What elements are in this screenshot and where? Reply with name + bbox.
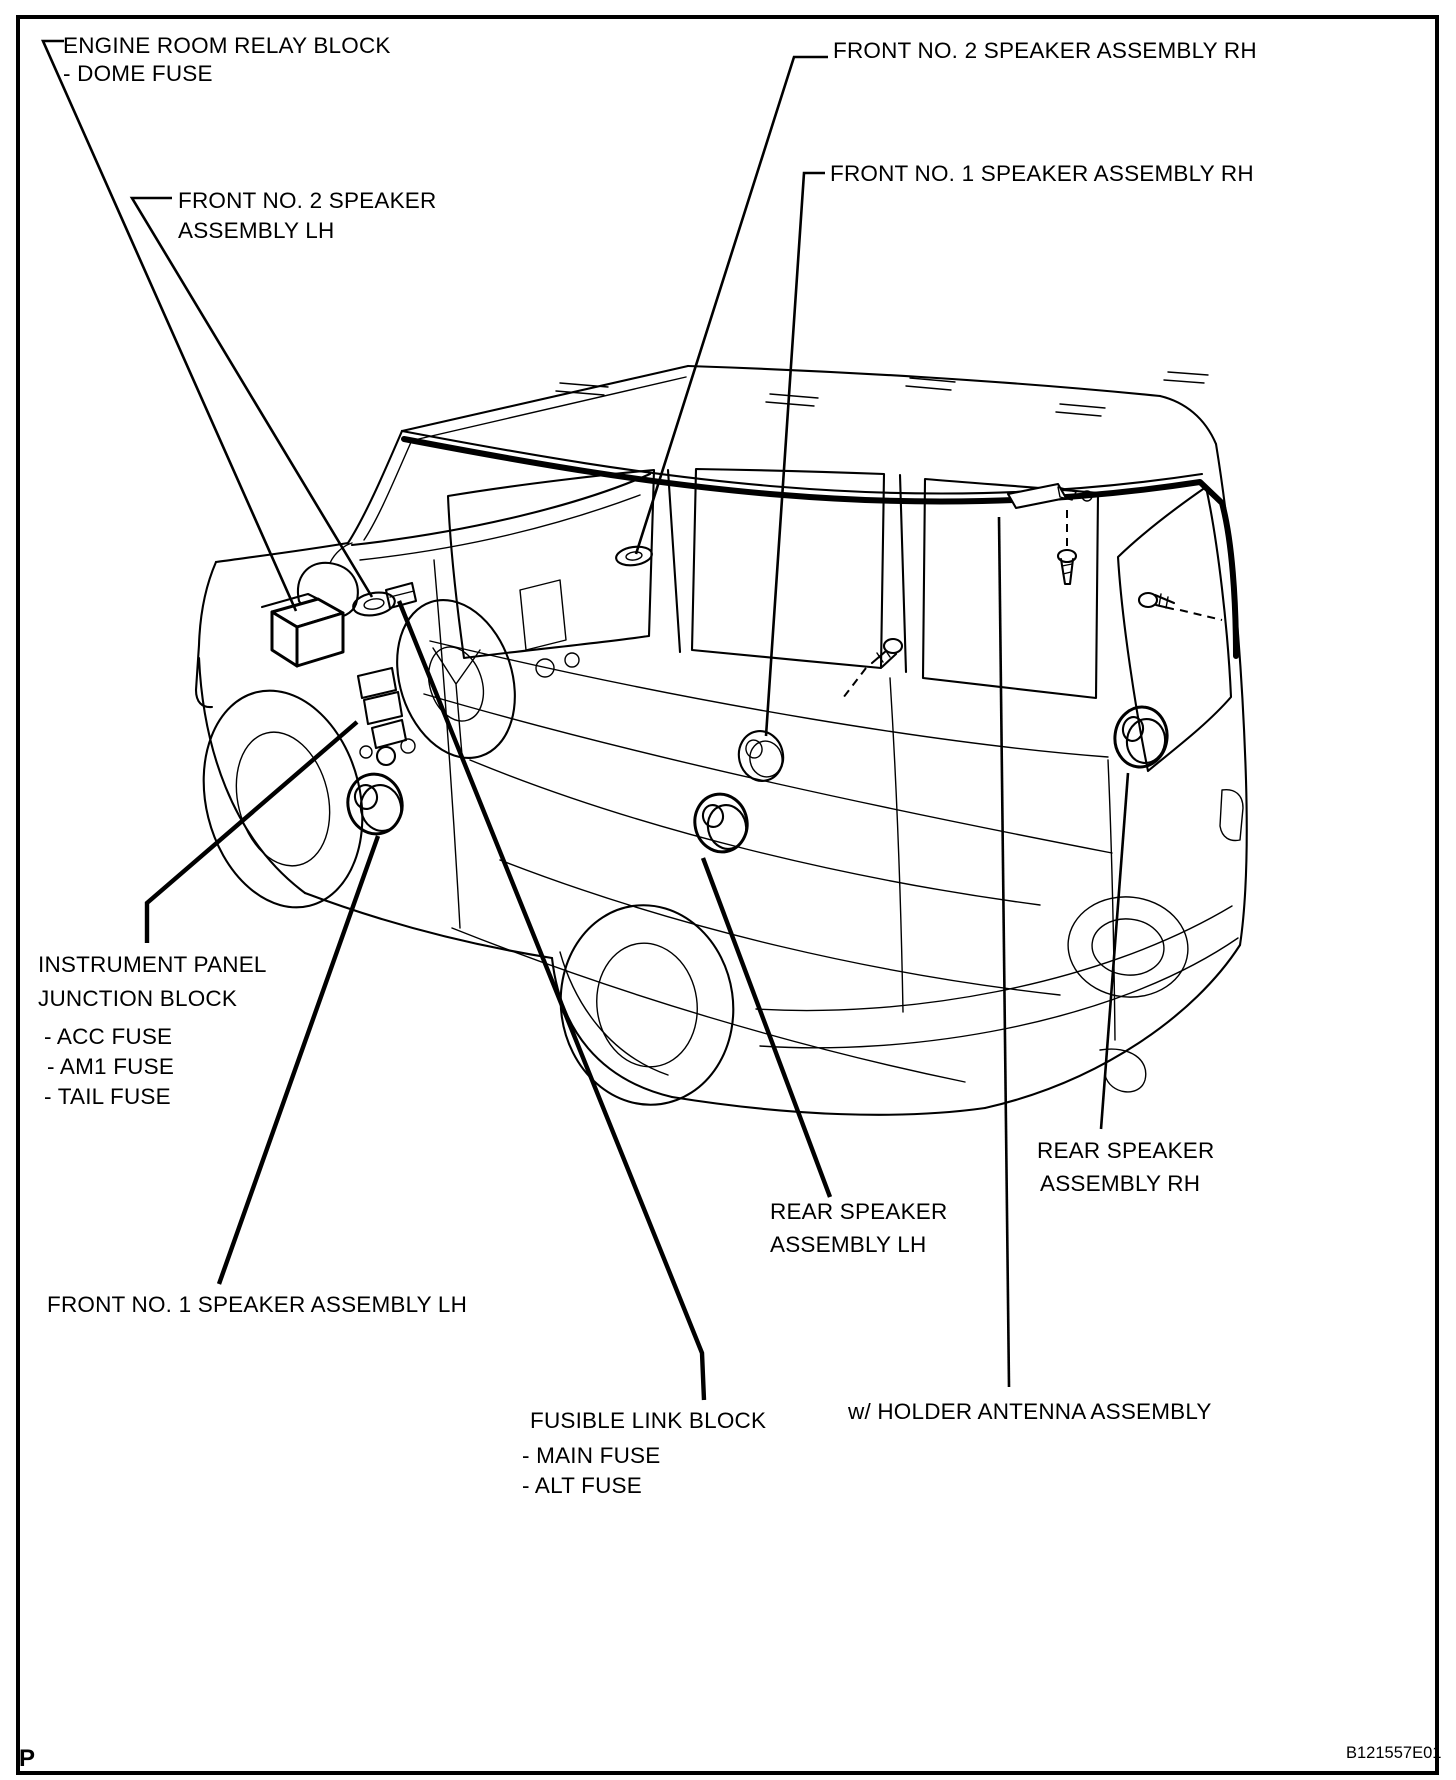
callout-line: FUSIBLE LINK BLOCK xyxy=(530,1408,767,1433)
figure-code: B121557E01 xyxy=(1346,1744,1442,1762)
callout-line: JUNCTION BLOCK xyxy=(38,986,238,1011)
callout-line: w/ HOLDER ANTENNA ASSEMBLY xyxy=(848,1399,1212,1424)
callout-line: FRONT NO. 1 SPEAKER ASSEMBLY LH xyxy=(47,1292,468,1317)
callout-line: - AM1 FUSE xyxy=(47,1054,175,1079)
callout-line: FRONT NO. 2 SPEAKER ASSEMBLY RH xyxy=(833,38,1257,63)
callout-line: - ACC FUSE xyxy=(44,1024,173,1049)
callout-line: FRONT NO. 1 SPEAKER ASSEMBLY RH xyxy=(830,161,1254,186)
callout-line: ASSEMBLY LH xyxy=(770,1232,927,1257)
page-marker: P xyxy=(19,1745,36,1772)
callout-line: - DOME FUSE xyxy=(63,61,213,86)
callout-line: - ALT FUSE xyxy=(522,1473,642,1498)
callout-line: REAR SPEAKER xyxy=(1037,1138,1215,1163)
callout-front-no1-speaker-lh xyxy=(47,1292,467,1317)
callout-holder-antenna-assembly xyxy=(847,1399,1212,1424)
callout-line: - MAIN FUSE xyxy=(522,1443,661,1468)
callout-line: ASSEMBLY RH xyxy=(1040,1171,1201,1196)
callout-front-no1-speaker-rh xyxy=(830,161,1254,186)
callout-front-no2-speaker-rh xyxy=(833,38,1257,63)
callout-line: - TAIL FUSE xyxy=(44,1084,171,1109)
callout-line: ENGINE ROOM RELAY BLOCK xyxy=(63,33,391,58)
callout-line: INSTRUMENT PANEL xyxy=(38,952,267,977)
callout-line: FRONT NO. 2 SPEAKER xyxy=(178,188,437,213)
callout-line: REAR SPEAKER xyxy=(770,1199,948,1224)
callout-line: ASSEMBLY LH xyxy=(178,218,335,243)
